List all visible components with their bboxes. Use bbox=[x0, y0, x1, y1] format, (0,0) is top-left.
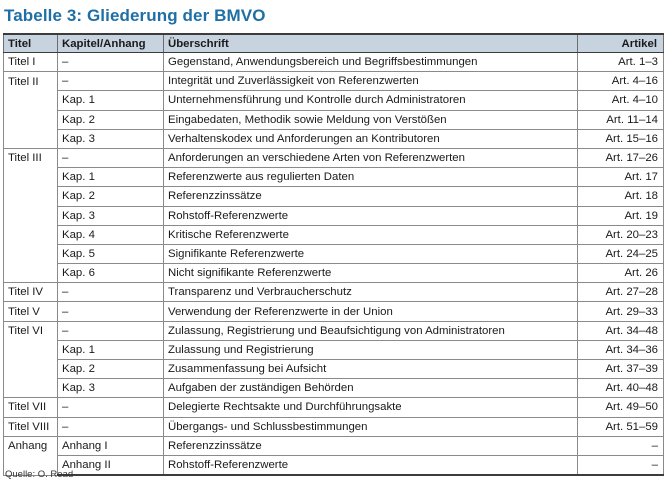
cell-artikel: Art. 34–36 bbox=[578, 340, 664, 359]
cell-ueberschrift: Referenzzinssätze bbox=[164, 436, 578, 455]
cell-artikel: – bbox=[578, 455, 664, 475]
cell-kapitel: Kap. 5 bbox=[58, 244, 164, 263]
cell-titel bbox=[4, 379, 58, 398]
table-row bbox=[4, 340, 664, 359]
cell-kapitel: Kap. 1 bbox=[58, 340, 164, 359]
cell-kapitel: Anhang II bbox=[58, 455, 164, 475]
cell-titel: Titel I bbox=[4, 53, 58, 72]
cell-artikel: Art. 26 bbox=[578, 264, 664, 283]
header-artikel: Artikel bbox=[578, 34, 664, 53]
cell-kapitel: – bbox=[58, 417, 164, 436]
cell-artikel: Art. 17–26 bbox=[578, 148, 664, 167]
cell-artikel: Art. 4–10 bbox=[578, 91, 664, 110]
cell-kapitel: Kap. 6 bbox=[58, 264, 164, 283]
table-title: Tabelle 3: Gliederung der BMVO bbox=[4, 6, 266, 25]
cell-ueberschrift: Zulassung, Registrierung und Beaufsichtigung von Administratoren bbox=[164, 321, 578, 340]
cell-ueberschrift: Referenzzinssätze bbox=[164, 187, 578, 206]
cell-ueberschrift: Übergangs- und Schlussbestimmungen bbox=[164, 417, 578, 436]
cell-titel bbox=[4, 244, 58, 263]
cell-artikel: Art. 34–48 bbox=[578, 321, 664, 340]
table-row bbox=[4, 321, 664, 340]
cell-kapitel: – bbox=[58, 53, 164, 72]
cell-artikel: Art. 40–48 bbox=[578, 379, 664, 398]
cell-ueberschrift: Aufgaben der zuständigen Behörden bbox=[164, 379, 578, 398]
cell-artikel: Art. 24–25 bbox=[578, 244, 664, 263]
cell-ueberschrift: Eingabedaten, Methodik sowie Meldung von Verstößen bbox=[164, 110, 578, 129]
table-row bbox=[4, 398, 664, 417]
table-row bbox=[4, 417, 664, 436]
cell-kapitel: Kap. 1 bbox=[58, 168, 164, 187]
cell-artikel: Art. 11–14 bbox=[578, 110, 664, 129]
cell-artikel: Art. 27–28 bbox=[578, 283, 664, 302]
cell-titel: Titel II bbox=[4, 72, 58, 91]
table-body bbox=[4, 53, 664, 476]
cell-kapitel: – bbox=[58, 321, 164, 340]
cell-artikel: Art. 15–16 bbox=[578, 129, 664, 148]
cell-kapitel: – bbox=[58, 302, 164, 321]
header-titel: Titel bbox=[4, 34, 58, 53]
cell-ueberschrift: Verhaltenskodex und Anforderungen an Kontributoren bbox=[164, 129, 578, 148]
cell-ueberschrift: Zulassung und Registrierung bbox=[164, 340, 578, 359]
table-row bbox=[4, 187, 664, 206]
cell-kapitel: – bbox=[58, 398, 164, 417]
cell-kapitel: Anhang I bbox=[58, 436, 164, 455]
cell-ueberschrift: Gegenstand, Anwendungsbereich und Begriffsbestimmungen bbox=[164, 53, 578, 72]
cell-artikel: Art. 4–16 bbox=[578, 72, 664, 91]
table-row bbox=[4, 436, 664, 455]
table-row bbox=[4, 91, 664, 110]
table-row bbox=[4, 302, 664, 321]
table-row bbox=[4, 264, 664, 283]
table-row bbox=[4, 148, 664, 167]
table-row bbox=[4, 129, 664, 148]
cell-kapitel: Kap. 1 bbox=[58, 91, 164, 110]
cell-artikel: Art. 17 bbox=[578, 168, 664, 187]
cell-ueberschrift: Rohstoff-Referenzwerte bbox=[164, 455, 578, 475]
table-row bbox=[4, 206, 664, 225]
cell-titel bbox=[4, 225, 58, 244]
cell-kapitel: Kap. 4 bbox=[58, 225, 164, 244]
cell-ueberschrift: Referenzwerte aus regulierten Daten bbox=[164, 168, 578, 187]
header-row bbox=[4, 34, 664, 53]
cell-titel: Titel III bbox=[4, 148, 58, 167]
cell-ueberschrift: Rohstoff-Referenzwerte bbox=[164, 206, 578, 225]
table-row bbox=[4, 53, 664, 72]
cell-ueberschrift: Kritische Referenzwerte bbox=[164, 225, 578, 244]
cell-titel: Titel V bbox=[4, 302, 58, 321]
cell-titel bbox=[4, 168, 58, 187]
cell-titel bbox=[4, 91, 58, 110]
cell-titel bbox=[4, 264, 58, 283]
cell-titel: Titel IV bbox=[4, 283, 58, 302]
cell-titel bbox=[4, 129, 58, 148]
cell-titel bbox=[4, 340, 58, 359]
cell-ueberschrift: Verwendung der Referenzwerte in der Union bbox=[164, 302, 578, 321]
cell-kapitel: – bbox=[58, 283, 164, 302]
cell-ueberschrift: Transparenz und Verbraucherschutz bbox=[164, 283, 578, 302]
cell-kapitel: Kap. 3 bbox=[58, 129, 164, 148]
cell-artikel: Art. 51–59 bbox=[578, 417, 664, 436]
cell-artikel: Art. 1–3 bbox=[578, 53, 664, 72]
cell-artikel: Art. 20–23 bbox=[578, 225, 664, 244]
cell-artikel: – bbox=[578, 436, 664, 455]
cell-kapitel: – bbox=[58, 148, 164, 167]
table-row bbox=[4, 168, 664, 187]
cell-artikel: Art. 18 bbox=[578, 187, 664, 206]
cell-kapitel: Kap. 2 bbox=[58, 187, 164, 206]
cell-kapitel: Kap. 2 bbox=[58, 110, 164, 129]
cell-titel bbox=[4, 360, 58, 379]
outline-table bbox=[3, 33, 664, 476]
cell-ueberschrift: Nicht signifikante Referenzwerte bbox=[164, 264, 578, 283]
cell-ueberschrift: Signifikante Referenzwerte bbox=[164, 244, 578, 263]
table-row bbox=[4, 379, 664, 398]
cell-ueberschrift: Anforderungen an verschiedene Arten von Referenzwerten bbox=[164, 148, 578, 167]
table-row bbox=[4, 283, 664, 302]
table-row bbox=[4, 244, 664, 263]
table-row bbox=[4, 225, 664, 244]
cell-titel: Titel VI bbox=[4, 321, 58, 340]
cell-titel: Titel VII bbox=[4, 398, 58, 417]
cell-artikel: Art. 49–50 bbox=[578, 398, 664, 417]
cell-ueberschrift: Delegierte Rechtsakte und Durchführungsakte bbox=[164, 398, 578, 417]
cell-titel: Titel VIII bbox=[4, 417, 58, 436]
table-row bbox=[4, 360, 664, 379]
header-kapitel: Kapitel/Anhang bbox=[58, 34, 164, 53]
table-row bbox=[4, 72, 664, 91]
cell-kapitel: – bbox=[58, 72, 164, 91]
cell-artikel: Art. 37–39 bbox=[578, 360, 664, 379]
cell-artikel: Art. 19 bbox=[578, 206, 664, 225]
cell-titel bbox=[4, 187, 58, 206]
cell-ueberschrift: Integrität und Zuverlässigkeit von Referenzwerten bbox=[164, 72, 578, 91]
cell-kapitel: Kap. 2 bbox=[58, 360, 164, 379]
table-row bbox=[4, 455, 664, 475]
cell-kapitel: Kap. 3 bbox=[58, 206, 164, 225]
cell-titel bbox=[4, 206, 58, 225]
source-note: Quelle: O. Read bbox=[5, 469, 74, 480]
cell-artikel: Art. 29–33 bbox=[578, 302, 664, 321]
cell-titel: Anhang bbox=[4, 436, 58, 455]
cell-ueberschrift: Unternehmensführung und Kontrolle durch Administratoren bbox=[164, 91, 578, 110]
cell-kapitel: Kap. 3 bbox=[58, 379, 164, 398]
cell-ueberschrift: Zusammenfassung bei Aufsicht bbox=[164, 360, 578, 379]
cell-titel bbox=[4, 110, 58, 129]
table-row bbox=[4, 110, 664, 129]
header-ueberschrift: Überschrift bbox=[164, 34, 578, 53]
